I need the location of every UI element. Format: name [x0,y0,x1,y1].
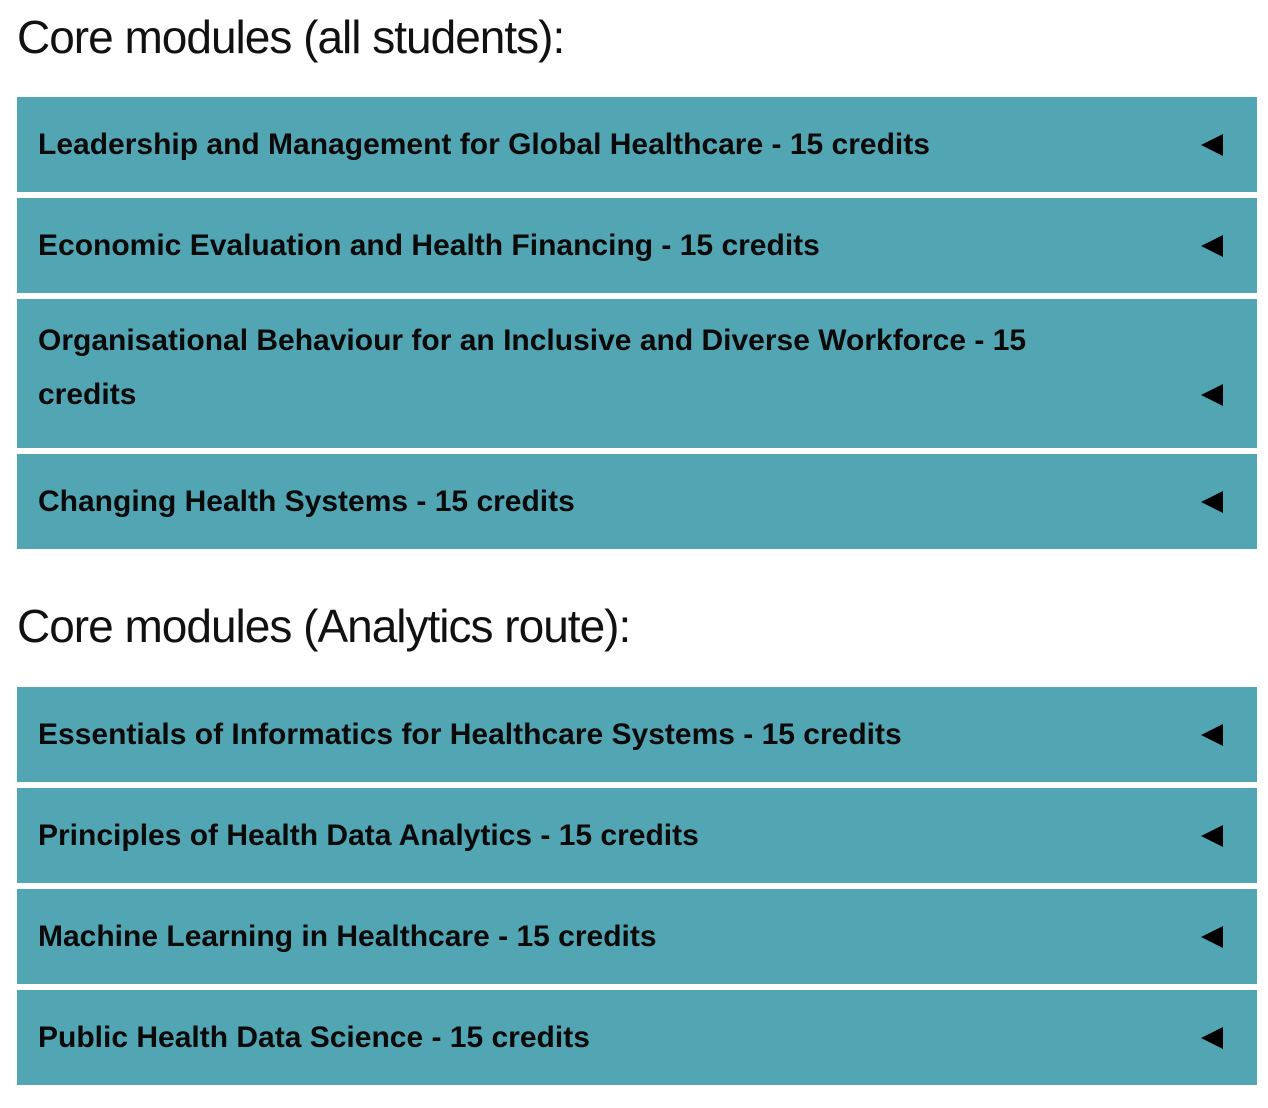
accordion-item-leadership[interactable] [17,97,1257,192]
section-heading-all-students: Core modules (all students): [17,11,565,63]
triangle-left-icon[interactable] [1201,825,1223,847]
triangle-left-icon[interactable] [1201,384,1223,406]
accordion-item-changing-health-systems[interactable] [17,454,1257,549]
accordion-item-organisational-behaviour[interactable] [17,299,1257,448]
module-title: Essentials of Informatics for Healthcare Systems - 15 credits [38,717,902,751]
triangle-left-icon[interactable] [1201,1027,1223,1049]
accordion-all-students [17,97,1257,549]
module-title: Leadership and Management for Global Healthcare - 15 credits [38,127,930,161]
module-list-page [17,0,1257,1054]
module-title: Principles of Health Data Analytics - 15 credits [38,818,699,852]
accordion-item-public-health-data-science[interactable] [17,990,1257,1085]
accordion-item-health-data-analytics[interactable] [17,788,1257,883]
module-title: Machine Learning in Healthcare - 15 credits [38,919,657,953]
accordion-item-economic-evaluation[interactable] [17,198,1257,293]
accordion-item-machine-learning[interactable] [17,889,1257,984]
triangle-left-icon[interactable] [1201,926,1223,948]
triangle-left-icon[interactable] [1201,724,1223,746]
module-title: Organisational Behaviour for an Inclusive and Diverse Workforce - 15 credits [38,324,1027,411]
module-title: Economic Evaluation and Health Financing - 15 credits [38,228,820,262]
module-title: Changing Health Systems - 15 credits [38,484,575,518]
accordion-item-informatics[interactable] [17,687,1257,782]
accordion-analytics-route [17,687,1257,1085]
triangle-left-icon[interactable] [1201,235,1223,257]
section-heading-analytics-route: Core modules (Analytics route): [17,600,631,652]
module-title: Public Health Data Science - 15 credits [38,1020,590,1054]
triangle-left-icon[interactable] [1201,491,1223,513]
triangle-left-icon[interactable] [1201,134,1223,156]
